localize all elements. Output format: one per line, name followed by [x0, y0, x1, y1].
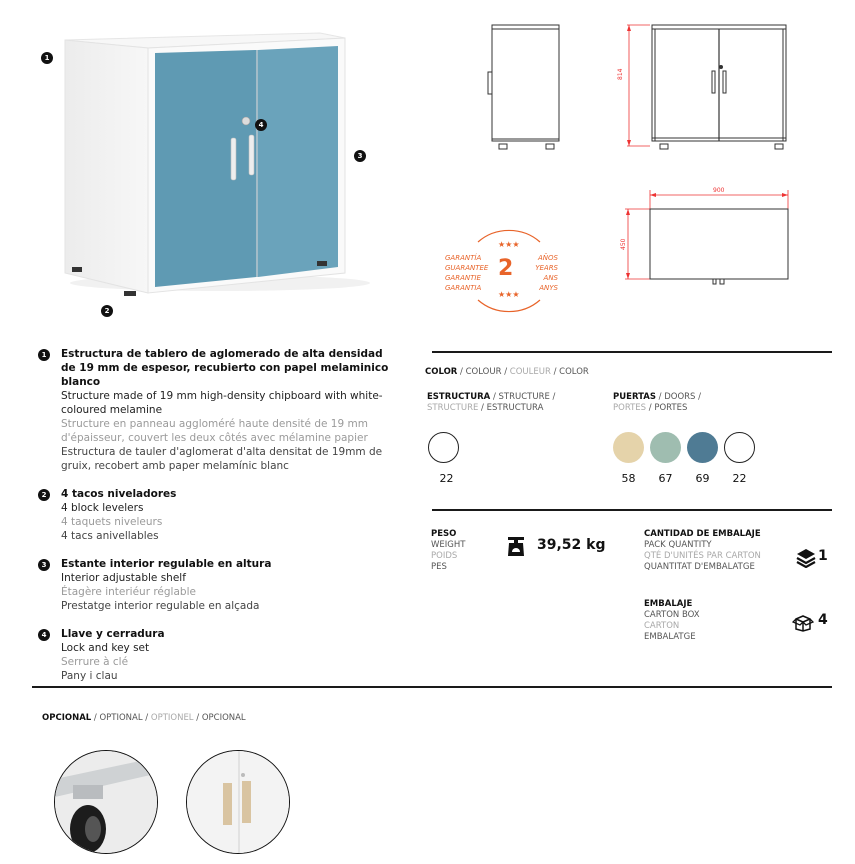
feature-text-ca: Estructura de tauler d'aglomerat d'alta densitat de 19mm de gruix, recobert amb paper melamínic blanc [61, 446, 383, 472]
color-title: COLOR / COLOUR / COULEUR / COLOR [425, 367, 589, 377]
front-view-drawing [615, 20, 795, 155]
feature-text-es: Estante interior regulable en altura [61, 558, 272, 570]
feature-text-ca: 4 tacs anivellables [61, 530, 159, 542]
pack-quantity-value: 1 [818, 548, 828, 564]
door-swatch-code: 58 [621, 472, 636, 485]
feature-number: 1 [38, 349, 50, 361]
feature-text-es: Estructura de tablero de aglomerado de alta densidad de 19 mm de espesor, recubierto con papel melaminico blanco [61, 348, 389, 388]
door-swatch-code: 69 [695, 472, 710, 485]
features-list [38, 347, 390, 697]
years-label-en: YEARS [535, 264, 558, 272]
guarantee-label-fr: GARANTIE [445, 274, 481, 282]
optional-wooden-handles[interactable] [186, 750, 290, 854]
guarantee-label-ca: GARANTIA [445, 284, 482, 292]
optional-caster-wheel[interactable] [54, 750, 158, 854]
doors-heading: PUERTAS / DOORS / PORTES / PORTES [613, 392, 702, 413]
feature-item [38, 557, 390, 613]
structure-swatch-22[interactable] [428, 432, 459, 463]
structure-heading: ESTRUCTURA / STRUCTURE / STRUCTURE / ESTRUCTURA [427, 392, 556, 413]
feature-item [38, 487, 390, 543]
guarantee-years: 2 [498, 256, 514, 281]
side-view-drawing [485, 20, 565, 155]
guarantee-label-en: GUARANTEE [445, 264, 489, 272]
door-swatch-58[interactable] [613, 432, 644, 463]
divider-optional [32, 686, 832, 688]
stars-bottom: ★★★ [498, 290, 520, 299]
product-photo [20, 15, 380, 315]
feature-text-fr: Structure en panneau aggloméré haute densité de 19 mm d'épaisseur, couvert les deux côtés avec mélamine papier [61, 418, 368, 444]
door-swatch-69[interactable] [687, 432, 718, 463]
marker-2: 2 [101, 305, 113, 317]
feature-item [38, 347, 390, 473]
weight-value: 39,52 kg [537, 537, 606, 553]
feature-number: 2 [38, 489, 50, 501]
weight-labels: PESO WEIGHT POIDS PES [431, 529, 466, 572]
divider-specs [432, 509, 832, 511]
guarantee-label-es: GARANTÍA [445, 254, 482, 262]
door-swatch-67[interactable] [650, 432, 681, 463]
years-label-fr: ANS [543, 274, 558, 282]
stars-top: ★★★ [498, 240, 520, 249]
feature-number: 3 [38, 559, 50, 571]
guarantee-badge [440, 228, 570, 316]
feature-text-fr: Serrure à clé [61, 656, 129, 668]
box-icon [792, 612, 814, 632]
top-view-drawing [620, 185, 800, 285]
pack-quantity-labels: CANTIDAD DE EMBALAJE PACK QUANTITY QTÉ D'UNITÉS PAR CARTON QUANTITAT D'EMBALATGE [644, 529, 761, 572]
depth-dimension: 450 [620, 238, 627, 250]
structure-swatch-code: 22 [439, 472, 454, 485]
feature-text-en: Interior adjustable shelf [61, 572, 186, 584]
marker-1: 1 [41, 52, 53, 64]
height-dimension: 814 [617, 68, 624, 80]
scale-icon [507, 537, 525, 556]
feature-text-ca: Pany i clau [61, 670, 118, 682]
feature-text-en: Lock and key set [61, 642, 150, 654]
marker-4: 4 [255, 119, 267, 131]
width-dimension: 900 [713, 187, 725, 194]
feature-text-fr: 4 taquets niveleurs [61, 516, 163, 528]
carton-labels: EMBALAJE CARTON BOX CARTON EMBALATGE [644, 599, 700, 642]
layers-icon [796, 548, 816, 568]
feature-text-es: Llave y cerradura [61, 628, 165, 640]
years-label-ca: ANYS [539, 284, 558, 292]
divider-color [432, 351, 832, 353]
feature-text-en: Structure made of 19 mm high-density chipboard with white-coloured melamine [61, 390, 383, 416]
optional-title: OPCIONAL / OPTIONAL / OPTIONEL / OPCIONAL [42, 713, 246, 723]
feature-number: 4 [38, 629, 50, 641]
marker-3: 3 [354, 150, 366, 162]
years-label-es: AÑOS [538, 254, 558, 262]
feature-text-en: 4 block levelers [61, 502, 144, 514]
feature-text-es: 4 tacos niveladores [61, 488, 177, 500]
door-swatch-code: 67 [658, 472, 673, 485]
door-swatch-22[interactable] [724, 432, 755, 463]
feature-item [38, 627, 390, 683]
door-swatch-code: 22 [732, 472, 747, 485]
feature-text-ca: Prestatge interior regulable en alçada [61, 600, 260, 612]
feature-text-fr: Étagère interiéur réglable [61, 586, 196, 598]
carton-value: 4 [818, 612, 828, 628]
